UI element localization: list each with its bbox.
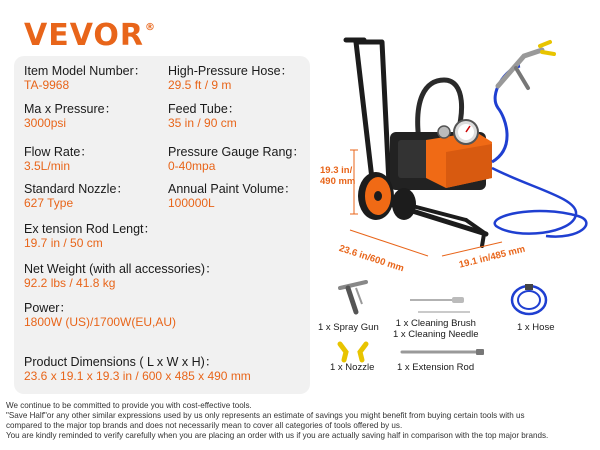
spec-gauge-label: Pressure Gauge Rang： — [168, 145, 305, 159]
spec-dimensions-label: Product Dimensions ( L x W x H)： — [24, 355, 218, 369]
spec-max-pressure — [24, 102, 117, 130]
spec-weight-value: 92.2 lbs / 41.8 kg — [24, 276, 116, 290]
spec-weight-label: Net Weight (with all accessories)： — [24, 262, 218, 276]
spec-power-value: 1800W (US)/1700W(EU,AU) — [24, 315, 177, 329]
accessory-nozzle — [330, 362, 374, 373]
spec-rod-value: 19.7 in / 50 cm — [24, 236, 103, 250]
disclaimer-line-4: You are kindly reminded to verify carefully when you are placing an order with us if you are actually saving half in comparison with the top major brands. — [6, 431, 549, 440]
spec-flow-rate-value: 3.5L/min — [24, 159, 71, 173]
spec-hose-label: High-Pressure Hose： — [168, 64, 294, 78]
accessory-hose-label: 1 x Hose — [517, 322, 555, 333]
spec-annual-volume-value: 100000L — [168, 196, 215, 210]
accessory-extension-rod — [397, 362, 474, 373]
disclaimer-line-3: compared to the major top brands and does not necessarily mean to cover all categories of tools offered by us. — [6, 421, 403, 430]
accessory-extension-rod-label: 1 x Extension Rod — [397, 362, 475, 373]
spec-power-label: Power： — [24, 301, 72, 315]
spec-nozzle-label: Standard Nozzle： — [24, 182, 129, 196]
spec-feed-tube — [168, 102, 240, 130]
spec-max-pressure-label: Ma x Pressure： — [24, 102, 118, 116]
spec-flow-rate-label: Flow Rate： — [24, 145, 93, 159]
spec-hose — [168, 64, 293, 92]
spec-weight — [24, 262, 218, 290]
brand-logo — [24, 18, 155, 53]
spec-power — [24, 301, 176, 329]
disclaimer-line-1: We continue to be committed to provide you with cost-effective tools. — [6, 401, 252, 410]
spec-model-value: TA-9968 — [24, 78, 70, 92]
paint-sprayer-machine-icon — [316, 28, 600, 278]
spec-model-label: Item Model Number： — [24, 64, 147, 78]
accessory-hose — [517, 322, 555, 333]
accessory-spray-gun — [318, 322, 379, 333]
cleaning-brush-icon — [404, 294, 476, 318]
accessory-brush-label: 1 x Cleaning Brush — [395, 318, 476, 329]
spray-gun-icon — [336, 278, 372, 318]
spec-nozzle-value: 627 Type — [24, 196, 74, 210]
spec-max-pressure-value: 3000psi — [24, 116, 67, 130]
hose-coil-icon — [508, 282, 550, 318]
spec-gauge — [168, 145, 305, 173]
spec-model — [24, 64, 146, 92]
accessory-brush-needle — [393, 318, 479, 340]
spec-rod — [24, 222, 156, 250]
spec-flow-rate — [24, 145, 93, 173]
spec-annual-volume-label: Annual Paint Volume： — [168, 182, 297, 196]
spec-annual-volume — [168, 182, 297, 210]
spec-dimensions — [24, 355, 251, 383]
spec-feed-tube-label: Feed Tube： — [168, 102, 241, 116]
accessory-spray-gun-label: 1 x Spray Gun — [318, 322, 379, 333]
height-dimension — [320, 165, 355, 187]
brand-name: VEVOR — [24, 18, 145, 53]
spec-nozzle — [24, 182, 129, 210]
depth-dimension: 23.6 in/600 mm — [337, 243, 406, 275]
spec-gauge-value: 0-40mpa — [168, 159, 216, 173]
nozzle-tips-icon — [334, 340, 374, 364]
height-dimension-line1: 19.3 in/ — [320, 165, 353, 176]
registered-mark: ® — [145, 22, 157, 33]
accessory-needle-label: 1 x Cleaning Needle — [393, 329, 479, 340]
spec-dimensions-value: 23.6 x 19.1 x 19.3 in / 600 x 485 x 490 mm — [24, 369, 251, 383]
extension-rod-icon — [398, 346, 486, 358]
spec-hose-value: 29.5 ft / 9 m — [168, 78, 232, 92]
disclaimer — [6, 401, 600, 441]
disclaimer-line-2: "Save Half"or any other similar expressions used by us only represents an estimate of savings you might benefit from buying certain tools with us — [6, 411, 525, 420]
spec-rod-label: Ex tension Rod Lengt： — [24, 222, 157, 236]
height-dimension-line2: 490 mm — [320, 176, 356, 187]
spec-feed-tube-value: 35 in / 90 cm — [168, 116, 237, 130]
width-dimension: 19.1 in/485 mm — [458, 243, 527, 271]
accessory-nozzle-label: 1 x Nozzle — [330, 362, 375, 373]
